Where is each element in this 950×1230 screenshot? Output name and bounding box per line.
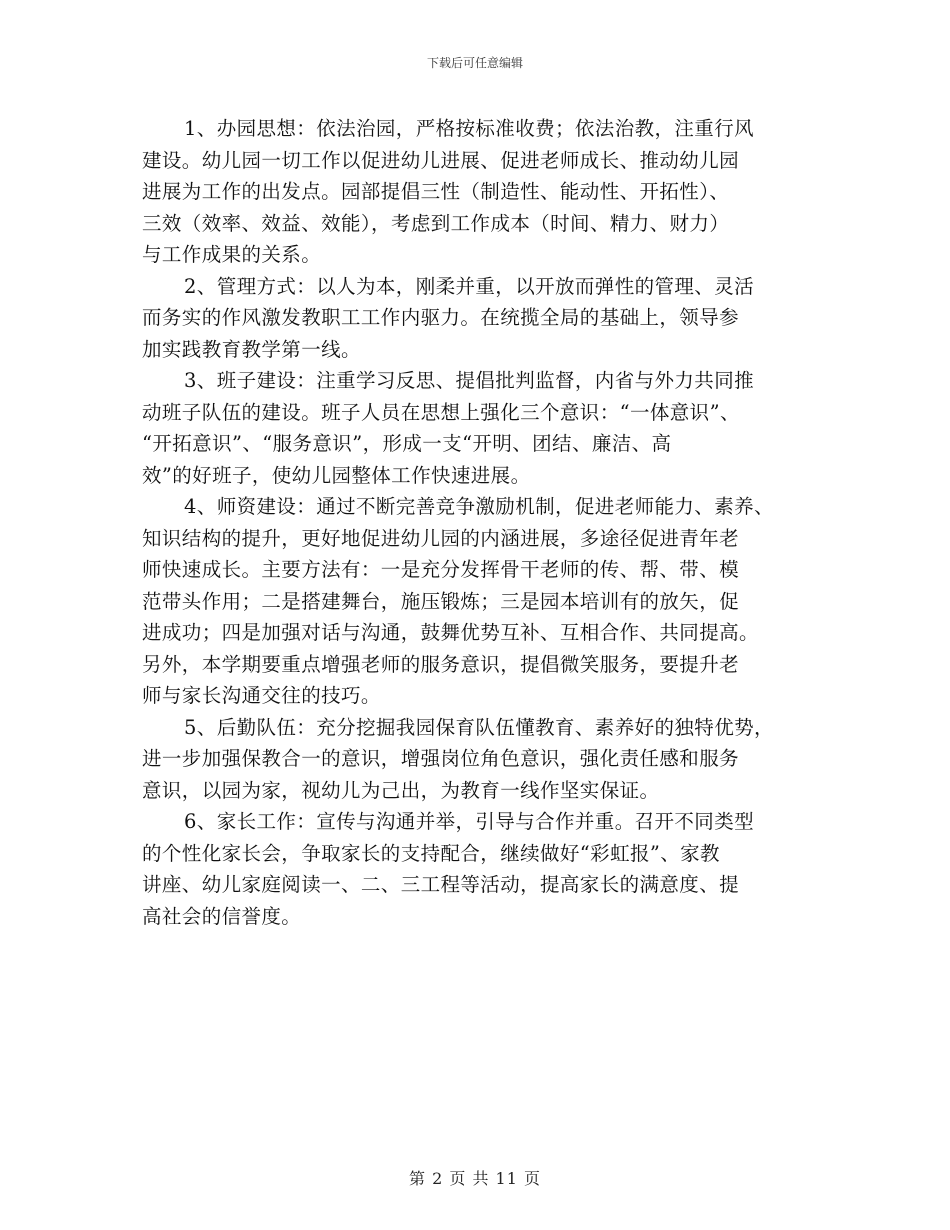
text-line: 另外，本学期要重点增强老师的服务意识，提倡微笑服务，要提升老 xyxy=(142,652,740,676)
text-line: 讲座、幼儿家庭阅读一、二、三工程等活动，提高家长的满意度、提 xyxy=(142,873,740,896)
paragraph-kindergarten-philosophy xyxy=(142,113,818,271)
text-line: 范带头作用；二是搭建舞台，施压锻炼；三是园本培训有的放矢，促 xyxy=(142,589,740,613)
text-line: 3、班子建设：注重学习反思、提倡批判监督，内省与外力共同推 xyxy=(184,369,755,392)
text-line: 5、后勤队伍：充分挖掘我园保育队伍懂教育、素养好的独特优势， xyxy=(184,715,774,739)
paragraph-leadership-team xyxy=(142,365,818,491)
text-line: 知识结构的提升，更好地促进幼儿园的内涵进展，多途径促进青年老 xyxy=(142,526,740,550)
text-line: 1、办园思想：依法治园，严格按标准收费；依法治教，注重行风 xyxy=(184,117,755,140)
text-line: 师与家长沟通交往的技巧。 xyxy=(142,684,381,707)
paragraph-logistics-team xyxy=(142,712,818,807)
text-line: 与工作成果的关系。 xyxy=(142,243,322,266)
text-line: 三效（效率、效益、效能），考虑到工作成本（时间、精力、财力） xyxy=(142,211,730,235)
text-line: 进展为工作的出发点。园部提倡三性（制造性、能动性、开拓性）、 xyxy=(142,180,730,203)
text-line: 2、管理方式：以人为本，刚柔并重，以开放而弹性的管理、灵活 xyxy=(184,274,755,298)
text-line: 建设。幼儿园一切工作以促进幼儿进展、促进老师成长、推动幼儿园 xyxy=(142,148,740,172)
text-line: 进成功；四是加强对话与沟通，鼓舞优势互补、互相合作、共同提高。 xyxy=(142,621,759,644)
text-line: “开拓意识”、“服务意识”，形成一支“开明、团结、廉洁、高 xyxy=(142,432,672,455)
paragraph-parent-work xyxy=(142,806,818,932)
paragraph-management-style xyxy=(142,271,818,366)
text-line: 师快速成长。主要方法有：一是充分发挥骨干老师的传、帮、带、模 xyxy=(142,558,740,581)
text-line: 高社会的信誉度。 xyxy=(142,904,302,928)
page-header: 下载后可任意编辑 xyxy=(426,56,523,70)
text-line: 的个性化家长会，争取家长的支持配合，继续做好“彩虹报”、家教 xyxy=(142,841,720,865)
text-line: 6、家长工作：宣传与沟通并举，引导与合作并重。召开不同类型 xyxy=(184,810,755,833)
text-line: 进一步加强保教合一的意识，增强岗位角色意识，强化责任感和服务 xyxy=(142,747,740,770)
text-line: 动班子队伍的建设。班子人员在思想上强化三个意识：“一体意识”、 xyxy=(142,400,740,424)
text-line: 而务实的作风激发教职工工作内驱力。在统揽全局的基础上，领导参 xyxy=(142,306,740,329)
text-line: 加实践教育教学第一线。 xyxy=(142,337,361,361)
text-line: 4、师资建设：通过不断完善竞争激励机制，促进老师能力、素养、 xyxy=(184,495,774,518)
document-body xyxy=(142,113,818,932)
paragraph-teacher-development xyxy=(142,491,818,712)
page-number: 第 2 页 共 11 页 xyxy=(409,1169,541,1188)
text-line: 效”的好班子，使幼儿园整体工作快速进展。 xyxy=(142,463,531,487)
text-line: 意识，以园为家，视幼儿为己出，为教育一线作坚实保证。 xyxy=(142,778,660,802)
